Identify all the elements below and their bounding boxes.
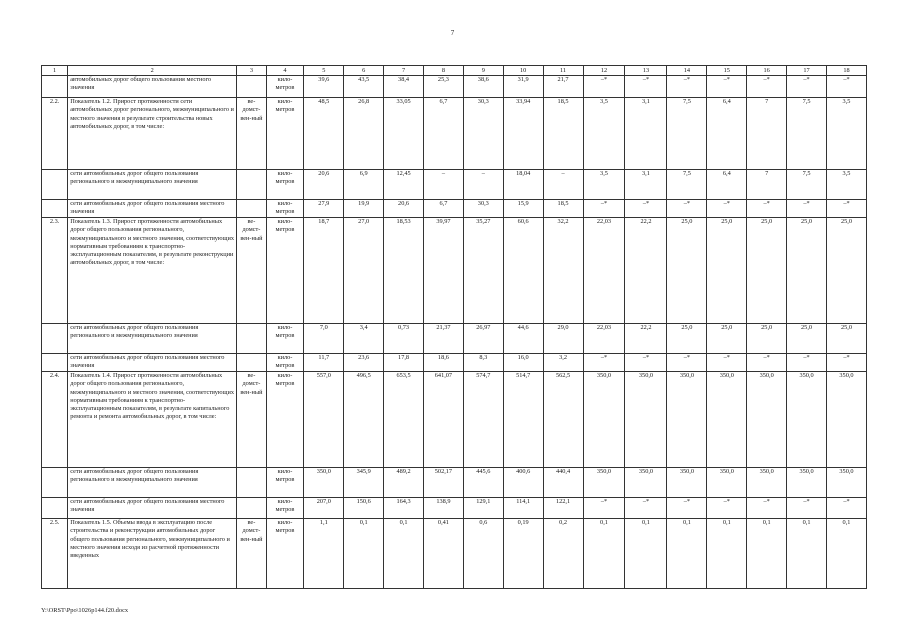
value-cell: 3,5	[826, 98, 866, 170]
value-cell: 18,53	[384, 218, 424, 324]
value-cell: 25,0	[667, 324, 707, 354]
value-cell: 43,5	[344, 76, 384, 98]
value-cell: 48,5	[304, 98, 344, 170]
value-cell: –*	[707, 200, 747, 218]
value-cell: 30,3	[463, 98, 503, 170]
header-cell: 13	[625, 66, 667, 76]
value-cell: –*	[583, 76, 625, 98]
executor-type	[237, 468, 266, 498]
header-cell: 6	[344, 66, 384, 76]
value-cell: –*	[787, 200, 827, 218]
header-cell: 10	[503, 66, 543, 76]
value-cell: 0,1	[667, 519, 707, 589]
value-cell: 440,4	[543, 468, 583, 498]
unit-of-measure: кило-метров	[266, 170, 304, 200]
value-cell: 21,37	[424, 324, 464, 354]
table-row	[42, 354, 867, 372]
value-cell: 489,2	[384, 468, 424, 498]
value-cell: 7,5	[667, 98, 707, 170]
value-cell: 21,7	[543, 76, 583, 98]
table-row	[42, 468, 867, 498]
value-cell: 350,0	[747, 468, 787, 498]
row-number	[42, 498, 68, 519]
value-cell: 19,9	[344, 200, 384, 218]
header-cell: 9	[463, 66, 503, 76]
value-cell: 29,0	[543, 324, 583, 354]
value-cell: 6,4	[707, 170, 747, 200]
table-row	[42, 170, 867, 200]
unit-of-measure: кило-метров	[266, 354, 304, 372]
value-cell: 350,0	[747, 372, 787, 468]
value-cell: 350,0	[583, 372, 625, 468]
unit-of-measure: кило-метров	[266, 498, 304, 519]
footer-file-path: Y:\ORST\Ppo\1026p144.f20.docx	[41, 607, 129, 614]
value-cell: –*	[625, 200, 667, 218]
value-cell: 18,7	[304, 218, 344, 324]
value-cell: –	[463, 170, 503, 200]
header-cell: 14	[667, 66, 707, 76]
value-cell: 345,9	[344, 468, 384, 498]
value-cell: 26,8	[344, 98, 384, 170]
value-cell: 574,7	[463, 372, 503, 468]
value-cell: –*	[707, 354, 747, 372]
value-cell: 18,5	[543, 200, 583, 218]
value-cell: 17,8	[384, 354, 424, 372]
value-cell: 25,0	[787, 218, 827, 324]
value-cell: 164,3	[384, 498, 424, 519]
value-cell: 641,07	[424, 372, 464, 468]
value-cell: 30,3	[463, 200, 503, 218]
executor-type	[237, 354, 266, 372]
page-number: 7	[450, 29, 455, 37]
unit-of-measure: кило-метров	[266, 324, 304, 354]
value-cell: 0,2	[543, 519, 583, 589]
value-cell: –	[424, 170, 464, 200]
value-cell: 7,5	[787, 170, 827, 200]
value-cell: 0,6	[463, 519, 503, 589]
unit-of-measure: кило-метров	[266, 218, 304, 324]
executor-type: ве-домст-вен-ный	[237, 372, 266, 468]
value-cell: –*	[826, 200, 866, 218]
value-cell: 3,5	[583, 98, 625, 170]
value-cell: 25,0	[787, 324, 827, 354]
indicator-name: сети автомобильных дорог общего пользования местного значения	[68, 498, 237, 519]
table-row	[42, 76, 867, 98]
value-cell: 350,0	[826, 372, 866, 468]
value-cell: –*	[583, 200, 625, 218]
value-cell: 6,4	[707, 98, 747, 170]
indicator-name: сети автомобильных дорог общего пользования местного значения	[68, 200, 237, 218]
value-cell: 502,17	[424, 468, 464, 498]
value-cell: 3,1	[625, 98, 667, 170]
value-cell: 7	[747, 170, 787, 200]
unit-of-measure: кило-метров	[266, 98, 304, 170]
value-cell: 562,5	[543, 372, 583, 468]
indicator-name: сети автомобильных дорог общего пользования регионального и межмуниципального значения	[68, 170, 237, 200]
value-cell: 16,0	[503, 354, 543, 372]
value-cell: 25,0	[667, 218, 707, 324]
indicator-name: Показатель 1.3. Прирост протяженности автомобильных дорог общего пользования регионального, межмуниципального и местного значения, соответствующих нормативным требованиям к транспортно-эксплуатационным показателям, в результате реконструкции автомобильных дорог, в том числе:	[68, 218, 237, 324]
table-row	[42, 324, 867, 354]
executor-type	[237, 200, 266, 218]
header-cell: 5	[304, 66, 344, 76]
header-cell: 3	[237, 66, 266, 76]
value-cell: 18,6	[424, 354, 464, 372]
value-cell: 0,1	[747, 519, 787, 589]
value-cell: 114,1	[503, 498, 543, 519]
value-cell: 15,9	[503, 200, 543, 218]
value-cell: 350,0	[625, 372, 667, 468]
value-cell: –*	[625, 354, 667, 372]
value-cell: 350,0	[667, 468, 707, 498]
value-cell: 6,7	[424, 98, 464, 170]
row-number: 2.5.	[42, 519, 68, 589]
value-cell: –*	[787, 354, 827, 372]
row-number	[42, 324, 68, 354]
value-cell: –*	[625, 76, 667, 98]
indicator-name: сети автомобильных дорог общего пользования регионального и межмуниципального значения	[68, 468, 237, 498]
value-cell: 122,1	[543, 498, 583, 519]
value-cell: 350,0	[787, 468, 827, 498]
table-row	[42, 498, 867, 519]
value-cell: 1,1	[304, 519, 344, 589]
row-number	[42, 170, 68, 200]
executor-type: ве-домст-вен-ный	[237, 98, 266, 170]
row-number	[42, 200, 68, 218]
indicator-name: сети автомобильных дорог общего пользования местного значения	[68, 354, 237, 372]
value-cell: 350,0	[304, 468, 344, 498]
value-cell: 20,6	[304, 170, 344, 200]
value-cell: 25,0	[826, 218, 866, 324]
value-cell: 350,0	[707, 372, 747, 468]
value-cell: 11,7	[304, 354, 344, 372]
executor-type	[237, 76, 266, 98]
value-cell: 22,03	[583, 324, 625, 354]
value-cell: –*	[747, 498, 787, 519]
value-cell: 38,4	[384, 76, 424, 98]
unit-of-measure: кило-метров	[266, 468, 304, 498]
value-cell: 0,1	[583, 519, 625, 589]
value-cell: 39,6	[304, 76, 344, 98]
value-cell: –*	[707, 76, 747, 98]
header-cell: 2	[68, 66, 237, 76]
value-cell: –*	[747, 354, 787, 372]
header-cell: 4	[266, 66, 304, 76]
value-cell: 3,5	[583, 170, 625, 200]
value-cell: 350,0	[707, 468, 747, 498]
value-cell: 445,6	[463, 468, 503, 498]
header-cell: 11	[543, 66, 583, 76]
value-cell: 12,45	[384, 170, 424, 200]
value-cell: –*	[826, 76, 866, 98]
value-cell: 23,6	[344, 354, 384, 372]
executor-type	[237, 170, 266, 200]
indicator-name: Показатель 1.2. Прирост протяженности сети автомобильных дорог регионального, межмуниципального и местного значения в результате строительства новых автомобильных дорог, в том числе:	[68, 98, 237, 170]
value-cell: 33,05	[384, 98, 424, 170]
row-number: 2.4.	[42, 372, 68, 468]
table-row	[42, 200, 867, 218]
value-cell: 514,7	[503, 372, 543, 468]
value-cell: 350,0	[583, 468, 625, 498]
row-number: 2.2.	[42, 98, 68, 170]
value-cell: 38,6	[463, 76, 503, 98]
value-cell: 25,0	[826, 324, 866, 354]
value-cell: 3,4	[344, 324, 384, 354]
value-cell: 33,94	[503, 98, 543, 170]
value-cell: –*	[667, 354, 707, 372]
header-cell: 12	[583, 66, 625, 76]
value-cell: 22,2	[625, 324, 667, 354]
value-cell: 150,6	[344, 498, 384, 519]
value-cell: 400,6	[503, 468, 543, 498]
table-row	[42, 519, 867, 589]
value-cell: –*	[747, 200, 787, 218]
value-cell: 129,1	[463, 498, 503, 519]
indicator-name: автомобильных дорог общего пользования местного значения	[68, 76, 237, 98]
value-cell: –*	[667, 200, 707, 218]
header-cell: 17	[787, 66, 827, 76]
value-cell: 350,0	[625, 468, 667, 498]
value-cell: 44,6	[503, 324, 543, 354]
row-number	[42, 354, 68, 372]
value-cell: 25,0	[707, 324, 747, 354]
value-cell: 557,0	[304, 372, 344, 468]
value-cell: 39,97	[424, 218, 464, 324]
executor-type	[237, 324, 266, 354]
value-cell: 18,5	[543, 98, 583, 170]
value-cell: 22,03	[583, 218, 625, 324]
value-cell: 7	[747, 98, 787, 170]
value-cell: 0,73	[384, 324, 424, 354]
executor-type: ве-домст-вен-ный	[237, 218, 266, 324]
row-number	[42, 468, 68, 498]
value-cell: 138,9	[424, 498, 464, 519]
value-cell: 0,1	[826, 519, 866, 589]
value-cell: 3,5	[826, 170, 866, 200]
header-cell: 15	[707, 66, 747, 76]
value-cell: 0,1	[625, 519, 667, 589]
value-cell: 26,97	[463, 324, 503, 354]
value-cell: 22,2	[625, 218, 667, 324]
value-cell: 6,7	[424, 200, 464, 218]
value-cell: 20,6	[384, 200, 424, 218]
value-cell: 7,0	[304, 324, 344, 354]
value-cell: 25,0	[747, 218, 787, 324]
value-cell: –*	[583, 498, 625, 519]
table-row	[42, 218, 867, 324]
executor-type: ве-домст-вен-ный	[237, 519, 266, 589]
value-cell: 653,5	[384, 372, 424, 468]
value-cell: 350,0	[667, 372, 707, 468]
value-cell: 207,0	[304, 498, 344, 519]
value-cell: 0,19	[503, 519, 543, 589]
value-cell: 60,6	[503, 218, 543, 324]
value-cell: 25,0	[707, 218, 747, 324]
value-cell: 496,5	[344, 372, 384, 468]
value-cell: 0,1	[707, 519, 747, 589]
value-cell: 0,1	[787, 519, 827, 589]
value-cell: –*	[667, 498, 707, 519]
value-cell: –*	[747, 76, 787, 98]
value-cell: 7,5	[667, 170, 707, 200]
header-cell: 8	[424, 66, 464, 76]
indicator-name: сети автомобильных дорог общего пользования регионального и межмуниципального значения	[68, 324, 237, 354]
value-cell: 6,9	[344, 170, 384, 200]
value-cell: 0,1	[344, 519, 384, 589]
value-cell: –*	[787, 498, 827, 519]
executor-type	[237, 498, 266, 519]
value-cell: 3,2	[543, 354, 583, 372]
value-cell: –*	[787, 76, 827, 98]
unit-of-measure: кило-метров	[266, 76, 304, 98]
indicators-table	[41, 65, 867, 589]
value-cell: 18,04	[503, 170, 543, 200]
value-cell: –*	[625, 498, 667, 519]
value-cell: 32,2	[543, 218, 583, 324]
value-cell: 3,1	[625, 170, 667, 200]
value-cell: 27,9	[304, 200, 344, 218]
value-cell: –	[543, 170, 583, 200]
value-cell: 350,0	[826, 468, 866, 498]
value-cell: 0,41	[424, 519, 464, 589]
header-cell: 1	[42, 66, 68, 76]
unit-of-measure: кило-метров	[266, 200, 304, 218]
row-number: 2.3.	[42, 218, 68, 324]
table-row	[42, 98, 867, 170]
value-cell: 0,1	[384, 519, 424, 589]
value-cell: –*	[826, 354, 866, 372]
header-row	[42, 66, 867, 76]
value-cell: 27,0	[344, 218, 384, 324]
value-cell: 31,9	[503, 76, 543, 98]
unit-of-measure: кило-метров	[266, 519, 304, 589]
value-cell: –*	[707, 498, 747, 519]
value-cell: –*	[583, 354, 625, 372]
table-row	[42, 372, 867, 468]
value-cell: 7,5	[787, 98, 827, 170]
value-cell: 35,27	[463, 218, 503, 324]
unit-of-measure: кило-метров	[266, 372, 304, 468]
value-cell: 350,0	[787, 372, 827, 468]
row-number	[42, 76, 68, 98]
header-cell: 7	[384, 66, 424, 76]
value-cell: –*	[667, 76, 707, 98]
header-cell: 16	[747, 66, 787, 76]
value-cell: 25,0	[747, 324, 787, 354]
value-cell: –*	[826, 498, 866, 519]
header-cell: 18	[826, 66, 866, 76]
value-cell: 25,3	[424, 76, 464, 98]
indicator-name: Показатель 1.5. Объемы ввода в эксплуатацию после строительства и реконструкции автомобильных дорог общего пользования регионального, межмуниципального и местного значения исходя из расчетной протяженности введенных	[68, 519, 237, 589]
value-cell: 8,3	[463, 354, 503, 372]
indicator-name: Показатель 1.4. Прирост протяженности автомобильных дорог общего пользования регионального, межмуниципального и местного значения, соответствующих нормативным требованиям к транспортно-эксплуатационным показателям, в результате капитального ремонта и ремонта автомобильных дорог, в том числе:	[68, 372, 237, 468]
